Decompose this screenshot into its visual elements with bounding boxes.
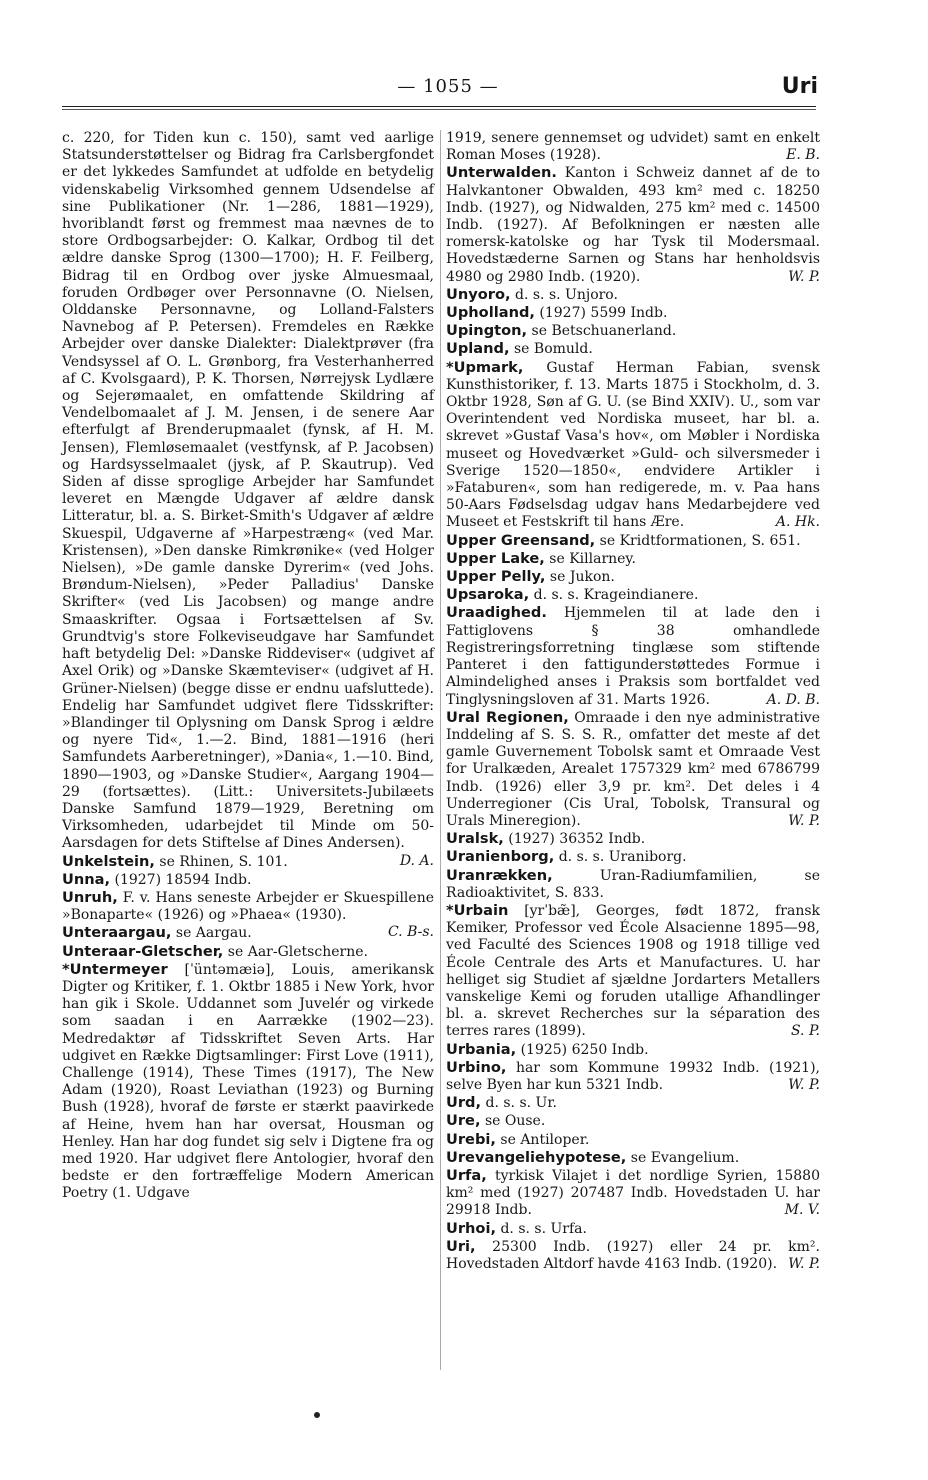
header-rule [62,106,816,107]
dictionary-entry [446,867,820,902]
entry-headword: Upland, [446,340,510,358]
entry-text: (1925) 6250 Indb. [520,1041,649,1058]
entry-text: d. s. s. Urfa. [500,1220,587,1237]
continued-entry [446,130,820,164]
entry-headword: Ural Regionen, [446,708,569,726]
dictionary-entry [446,830,820,848]
entry-signature: W. P. [788,1256,820,1272]
entry-text: (1927) 18594 Indb. [114,871,252,888]
entry-headword: *Upmark, [446,358,524,376]
entry-text: d. s. s. Uraniborg. [558,849,687,866]
entry-headword: *Untermeyer [62,960,168,978]
dictionary-entry [446,1220,820,1238]
entry-headword: Unterwalden. [446,164,557,182]
entry-headword: Uralsk, [446,830,504,848]
dictionary-entry [446,902,820,1041]
entry-headword: Urbania, [446,1040,517,1058]
dictionary-entry [446,1094,820,1112]
entry-text: Kanton i Schweiz dannet af de to Halvkantoner Obwalden, 493 km² med c. 18250 Indb. (1927), og Nidwalden, 275 km² med c. 14500 Indb. (1927). Af Befolkningen er næsten alle romersk-katolske og har Tysk til Modersmaal. Hovedstæderne Sarnen og Stans har henholdsvis 4980 og 2980 Indb. (1920). [446,165,821,285]
dictionary-entry [446,359,820,532]
entry-signature: S. P. [790,1023,820,1040]
entry-text: se Antiloper. [500,1131,590,1148]
dictionary-entry [446,1041,820,1059]
entry-headword: Urd, [446,1094,482,1112]
entry-headword: Upington, [446,322,528,340]
entry-text: se Rhinen, S. 101. [159,853,288,870]
entry-text: c. 220, for Tiden kun c. 150), samt ved aarlige Statsunderstøttelser og Bidrag fra Carlsbergfondet er det lykkedes Samfundet at udfolde en betydelig videnskabelig Virksomhed gennem Udsendelse af sine Publikationer (Nr. 1—286, 1881—1929), hvoriblandt først og fremmest maa nævnes de to store Ordbogsarbejder: O. Kalkar, Ordbog til det ældre danske Sprog (1300—1700); H. F. Feilberg, Bidrag til en Ordbog over jyske Almuesmaal, foruden Ordbøger over Personnavne (O. Nielsen, Olddanske Personnavne, og Lolland-Falsters Navnebog af P. Petersen). Fremdeles en Række Arbejder over danske Dialekter: Dialektprøver (fra Vendsyssel af O. L. Grønborg, fra Vesterhanherred af C. Kvolsgaard), P. K. Thorsen, Nørrejysk Lydlære og Sejerømaalet, en omfattende Skildring af Vendelbomaalet af J. M. Jensen, i de senere Aar efterfulgt af Brenderupmaalet (fynsk, af H. M. Jensen), Flemløsemaalet (vestfynsk, af P. Jacobsen) og Hardsysselmaalet (jysk, af P. Skautrup). Ved Siden af disse sproglige Arbejder har Samfundet leveret en Mængde Udgaver af ældre dansk Litteratur, bl. a. S. Birket-Smith's Udgaver af ældre Skuespil, Udgaverne af »Harpestræng« (ved Mar. Kristensen), »Den danske Rimkrønike« (ved Holger Nielsen), »De gamle danske Dyrerim« (ved Johs. Brøndum-Nielsen), »Peder Palladius' Danske Skrifter« (ved Lis Jacobsen) og mange andre Smaaskrifter. Ogsaa i Fortsættelsen af Sv. Grundtvig's store Folkeviseudgave har Samfundet haft betydelig Del: »Danske Riddeviser« (udgivet af Axel Orik) og »Danske Skæmteviser« (udgivet af H. Grüner-Nielsen) (begge disse er endnu uafsluttede). Endelig har Samfundet udgivet flere Tidsskrifter: »Blandinger til Oplysning om Dansk Sprog i ældre og nyere Tid«, 1.—2. Bind, 1881—1916 (heri Samfundets Aarberetninger), »Dania«, 1.—10. Bind, 1890—1903, og »Danske Studier«, Aargang 1904—29 (fortsættes). (Litt.: Universitets-Jubilæets Danske Samfund 1879—1929, Beretning om Virksomheden, udarbejdet til Minde om 50-Aarsdagen for dets Stiftelse af Dines Andersen). [62,130,434,852]
dictionary-entry [62,924,434,942]
entry-signature: W. P. [788,812,820,829]
entry-text: tyrkisk Vilajet i det nordlige Syrien, 15880 km² med (1927) 207487 Indb. Hovedstaden U. har 29918 Indb. [446,1167,820,1219]
dictionary-entry [446,322,820,340]
dictionary-entry [62,853,434,871]
entry-text: se Aargau. [175,925,252,942]
header-rule-thin [62,109,816,110]
entry-headword: Unkelstein, [62,852,155,870]
entry-text: Hjemmelen til at lade den i Fattiglovens § 38 omhandlede Registreringsforretning tinglæse som stiftende Panteret i den fattigunderstøttedes Formue i Almindelighed anses i Praksis som bortfaldet ved Tinglysningsloven af 31. Marts 1926. [446,605,820,708]
entry-headword: Unyoro, [446,285,511,303]
dictionary-entry [446,340,820,358]
entry-text: F. v. Hans seneste Arbejder er Skuespillene »Bonaparte« (1926) og »Phaea« (1930). [62,889,434,924]
dictionary-entry [446,848,820,866]
entry-headword: Upper Greensand, [446,531,596,549]
entry-text: (1927) 5599 Indb. [539,305,668,322]
footer-bullet [314,1412,320,1418]
dictionary-entry [446,304,820,322]
dictionary-entry [62,961,434,1203]
dictionary-entry [446,286,820,304]
dictionary-entry [446,1131,820,1149]
dictionary-entry [446,532,820,550]
dictionary-entry [446,568,820,586]
entry-headword: Unteraar-Gletscher, [62,942,224,960]
entry-text: Uran-Radiumfamilien, se Radioaktivitet, S. 833. [446,867,821,901]
entry-signature: M. V. [784,1202,820,1219]
entry-signature: A. D. B. [766,691,820,708]
entry-headword: Upper Pelly, [446,568,546,586]
entry-text: Omraade i den nye administrative Inddeling af S. S. S. R., omfatter det meste af det gamle Guvernement Tobolsk samt et Omraade Vest for Uralkæden, Arealet 1757329 km² med 6786799 Indb. (1926) eller 3,9 pr. km². Det deles i 4 Underregioner (Cis Ural, Tobolsk, Transural og Urals Mineregion). [446,709,821,829]
entry-headword: Uranienborg, [446,848,555,866]
entry-text: se Killarney. [549,550,636,567]
entry-text: (1927) 36352 Indb. [508,831,646,848]
entry-headword: Uraadighed. [446,604,547,622]
running-head: Uri [781,74,818,99]
entry-headword: Urhoi, [446,1219,497,1237]
entry-text: d. s. s. Unjoro. [515,286,618,303]
entry-text: se Kridtformationen, S. 651. [599,532,801,549]
dictionary-entry [62,871,434,889]
dictionary-entry [446,1238,820,1273]
right-entry-list [446,164,820,1273]
entry-signature: C. B-s. [387,924,434,941]
entry-text: d. s. s. Ur. [485,1095,557,1112]
entry-text: [yrˈbæ̃], Georges, født 1872, fransk Kemiker, Professor ved École Alsacienne 1895—98, ved Faculté des Sciences 1908 og 1918 tillige ved École Centrale des Arts et Manufactures. U. har helliget sig Studiet af sjældne Jordarters Metallers vanskelige Kemi og foruden utallige Afhandlinger bl. a. skrevet Recherches sur la séparation des terres rares (1899). [446,902,821,1040]
entry-headword: Urfa, [446,1166,487,1184]
right-column [446,130,820,1273]
entry-headword: Upholland, [446,304,535,322]
entry-signature: W. P. [788,268,820,285]
entry-text: [ˈüntəmæiə], Louis, amerikansk Digter og Kritiker, f. 1. Oktbr 1885 i New York, hvor han gik i Skole. Uddannet som Juvelér og virkede som saadan i en Aarrække (1902—23). Medredaktør af Tidsskriftet Seven Arts. Har udgivet en Række Digtsamlinger: First Love (1911), Challenge (1914), These Times (1917), The New Adam (1920), Roast Leviathan (1923) og Burning Bush (1928), hvoraf de første er stærkt paavirkede af Heine, hvem han har oversat, Housman og Henley. Han har dog fundet sig selv i Digtene fra og med 1920. Har udgivet flere Antologier, hvoraf den bedste er den fortræffelige Modern American Poetry (1. Udgave [62,961,434,1202]
entry-text: 1919, senere gennemset og udvidet) samt en enkelt Roman Moses (1928). [446,130,820,164]
entry-headword: Upper Lake, [446,549,545,567]
entry-text: se Evangelium. [630,1149,740,1166]
dictionary-entry [62,889,434,924]
entry-headword: Uranrækken, [446,866,553,884]
entry-signature: W. P. [788,1076,820,1093]
dictionary-entry [446,1112,820,1130]
dictionary-entry [446,1059,820,1094]
dictionary-entry [446,1167,820,1220]
entry-text: har som Kommune 19932 Indb. (1921), selve Byen har kun 5321 Indb. [446,1059,820,1093]
entry-headword: Urbino, [446,1058,507,1076]
dictionary-entry [446,550,820,568]
entry-headword: Urebi, [446,1130,496,1148]
entry-text: se Bomuld. [513,341,593,358]
dictionary-entry [446,164,820,285]
dictionary-entry [446,1149,820,1167]
dictionary-entry [62,943,434,961]
entry-text: se Betschuanerland. [531,323,677,340]
dictionary-entry [446,604,820,708]
entry-headword: *Urbain [446,901,509,919]
left-entry-list [62,853,434,1203]
entry-headword: Upsaroka, [446,586,530,604]
left-column [62,130,434,1203]
entry-text: Gustaf Herman Fabian, svensk Kunsthistoriker, f. 13. Marts 1875 i Stockholm, d. 3. Oktbr 1928, Søn af G. U. (se Bind XXIV). U., som var Overintendent ved Nordiska museet, har bl. a. skrevet »Gustaf Vasa's hov«, om Møbler i Nordiska museet og Hovedværket »Guld- och silversmeder i Sverige 1520—1850«, endvidere Artikler i »Fataburen«, som han redigerede, m. v. Paa hans 50-Aars Fødselsdag udgav hans Medarbejdere ved Museet et Festskrift til hans Ære. [446,359,820,531]
page-number: — 1055 — [397,76,499,97]
entry-signature: D. A. [399,852,434,869]
entry-headword: Uri, [446,1237,476,1255]
dictionary-entry [446,709,820,830]
entry-signature: E. B. [786,147,820,164]
entry-headword: Unruh, [62,888,118,906]
entry-text: d. s. s. Krageindianere. [533,587,699,604]
dictionary-entry [446,586,820,604]
entry-headword: Ure, [446,1112,481,1130]
entry-text: se Aar-Gletscherne. [227,943,368,960]
entry-text: se Jukon. [549,569,615,586]
entry-signature: A. Hk. [775,514,820,531]
entry-text: 25300 Indb. (1927) eller 24 pr. km². Hovedstaden Altdorf havde 4163 Indb. (1920). [446,1238,820,1272]
entry-text: se Ouse. [484,1113,546,1130]
entry-headword: Unteraargau, [62,924,172,942]
entry-headword: Urevangeliehypotese, [446,1148,627,1166]
entry-headword: Unna, [62,870,111,888]
column-divider [440,130,441,1370]
